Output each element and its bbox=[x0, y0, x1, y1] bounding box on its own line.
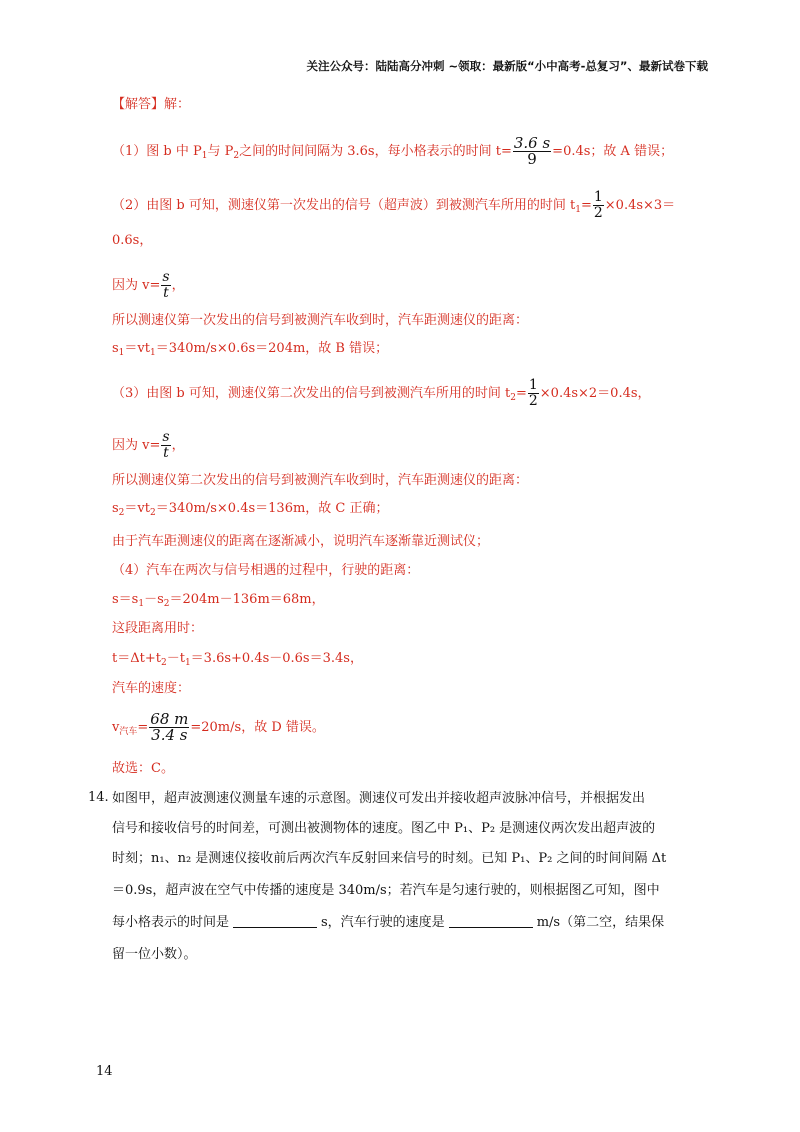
answer-heading: 【解答】解： bbox=[112, 97, 191, 112]
answer-step-2-cont: 0.6s， bbox=[112, 233, 153, 248]
fraction: $\frac{3.6 s}{9}$ bbox=[513, 134, 551, 168]
answer-line: $s_2=vt_2=340m/s\times 0.4s=136m$，故 C 正确； bbox=[112, 501, 389, 518]
fraction: $\frac{1}{2}$ bbox=[528, 377, 538, 409]
question-number: 14. bbox=[88, 790, 109, 805]
answer-line: 这段距离用时： bbox=[112, 621, 204, 636]
answer-line: 所以测速仪第一次发出的信号到被测汽车收到时，汽车距测速仪的距离： bbox=[112, 313, 529, 328]
fraction: $\frac{s}{t}$ bbox=[162, 429, 170, 461]
question-line: 每小格表示的时间是 s，汽车行驶的速度是 m/s（第二空，结果保 bbox=[112, 915, 665, 930]
answer-line: 汽车的速度： bbox=[112, 681, 191, 696]
answer-line: $s=s_1-s_2=204m-136m=68m$， bbox=[112, 592, 325, 609]
question-line: ＝0.9s，超声波在空气中传播的速度是 340m/s；若汽车是匀速行驶的，则根据图乙可知，图中 bbox=[112, 883, 660, 898]
question-line: 时刻；n₁、n₂ 是测速仪接收前后两次汽车反射回来信号的时刻。已知 P₁、P₂ 之间的时间间隔 Δt bbox=[112, 851, 667, 866]
answer-line: 所以测速仪第二次发出的信号到被测汽车收到时，汽车距测速仪的距离： bbox=[112, 473, 529, 488]
answer-step-3: （3）由图 b 可知，测速仪第二次发出的信号到被测汽车所用的时间 $t_2=$ $\frac{1}{2}$ ×0.4s×2＝0.4s， bbox=[112, 377, 651, 409]
answer-step-2: （2）由图 b 可知，测速仪第一次发出的信号（超声波）到被测汽车所用的时间 $t_1=$ $\frac{1}{2}$ ×0.4s×3＝ bbox=[112, 189, 676, 221]
fraction: $\frac{68 m}{3.4 s}$ bbox=[150, 710, 189, 744]
answer-blank-1[interactable] bbox=[233, 915, 317, 928]
question-line: 信号和接收信号的时间差，可测出被测物体的速度。图乙中 P₁、P₂ 是测速仪两次发出超声波的 bbox=[112, 821, 656, 836]
answer-line: 由于汽车距测速仪的距离在逐渐减小，说明汽车逐渐靠近测试仪； bbox=[112, 534, 490, 549]
answer-step-1: （1）图 b 中 $P_1$与 $P_2$之间的时间间隔为 3.6s，每小格表示的时间 t= $\frac{3.6 s}{9}$ =0.4s；故 A 错误； bbox=[112, 134, 674, 168]
page-header: 关注公众号：陆陆高分冲刺 ~领取：最新版“小中高考-总复习”、最新试卷下载 bbox=[306, 59, 708, 73]
question-line: 如图甲，超声波测速仪测量车速的示意图。测速仪可发出并接收超声波脉冲信号，并根据发出 bbox=[112, 791, 646, 806]
answer-line: $t=\Delta t+t_2-t_1=3.6s+0.4s-0.6s=3.4s$， bbox=[112, 651, 363, 668]
answer-velocity-formula-1: 因为 v= $\frac{s}{t}$ ， bbox=[112, 269, 185, 301]
answer-speed-result: $v_{汽车}=$ $\frac{68 m}{3.4 s}$ =20m/s，故 D 错误。 bbox=[112, 710, 325, 744]
answer-choice: 故选：C。 bbox=[112, 761, 174, 776]
fraction: $\frac{1}{2}$ bbox=[593, 189, 603, 221]
answer-line: $s_1=vt_1=340m/s\times 0.6s=204m$，故 B 错误； bbox=[112, 341, 389, 358]
fraction: $\frac{s}{t}$ bbox=[162, 269, 170, 301]
answer-velocity-formula-2: 因为 v= $\frac{s}{t}$ ， bbox=[112, 429, 185, 461]
question-line: 留一位小数）。 bbox=[112, 947, 197, 962]
answer-step-4: （4）汽车在两次与信号相遇的过程中，行驶的距离： bbox=[112, 563, 420, 578]
page-number: 14 bbox=[96, 1064, 113, 1079]
answer-blank-2[interactable] bbox=[449, 915, 533, 928]
